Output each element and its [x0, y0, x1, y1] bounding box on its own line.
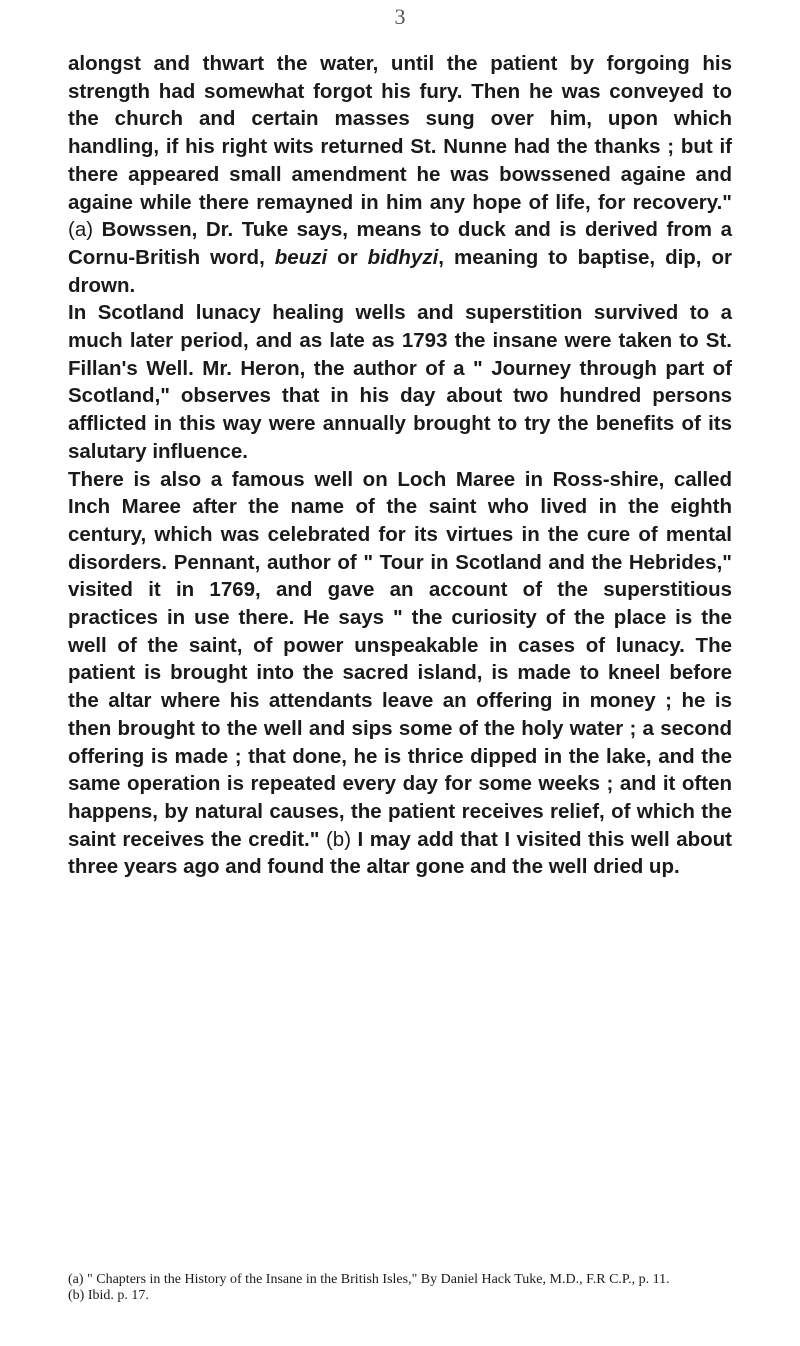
text-run: alongst and thwart the water, until the patient by forgoing his strength had somewhat forgot his fury. Then he was conveyed to the church and certain masses sung over him, upon which handling, if his right wits returned St. Nunne had the thanks ; but if there appeared small amendment he was bowssened againe and againe while there remayned in him any hope of life, for recovery."	[68, 52, 732, 214]
footnote-marker: (b)	[325, 827, 352, 851]
text-run: There is also a famous well on Loch Maree in Ross-shire, called Inch Maree after the name of the saint who lived in the eighth century, which was celebrated for its virtues in the cure of mental disorders. Pennant, author of " Tour in Scotland and the Hebrides," visited it in 1769, and gave an account of the superstitious practices in use there. He says " the curiosity of the place is the well of the saint, of power unspeakable in cases of lunacy. The patient is brought into the sacred island, is made to kneel before the altar where his attendants leave an offering in money ; he is then brought to the well and sips some of the holy water ; a second offering is made ; that done, he is thrice dipped in the lake, and the same operation is repeated every day for some weeks ; and it often happens, by natural causes, the patient receives relief, of which the saint receives the credit."	[68, 467, 732, 851]
paragraph	[68, 466, 732, 882]
italic-word: bidhyzi	[367, 245, 439, 269]
text-run: I may add that I visited this well about three years ago and found the altar gone and the well dried up.	[68, 827, 733, 879]
footnote: (a) " Chapters in the History of the Insane in the British Isles," By Daniel Hack Tuke, M.D., F.R C.P., p. 11.	[68, 1272, 670, 1287]
page-number: 3	[394, 4, 406, 29]
text-run: In Scotland lunacy healing wells and superstition survived to a much later period, and as late as 1793 the insane were taken to St. Fillan's Well. Mr. Heron, the author of a " Journey through part of Scotland," observes that in his day about two hundred persons afflicted in this way were annually brought to try the benefits of its salutary influence.	[68, 301, 732, 463]
footnote-marker: (a)	[68, 218, 94, 242]
paragraph	[68, 299, 732, 465]
italic-word: beuzi	[274, 245, 328, 269]
text-run: Bowssen, Dr. Tuke says, means to duck and is derived from a Cornu-British word,	[68, 218, 732, 269]
text-run: , meaning to baptise, dip, or drown.	[68, 245, 732, 297]
text-run: or	[327, 245, 368, 269]
paragraph	[68, 50, 732, 299]
footnote: (b) Ibid. p. 17.	[68, 1288, 149, 1303]
body-text	[68, 50, 732, 881]
footnotes	[68, 1272, 732, 1304]
